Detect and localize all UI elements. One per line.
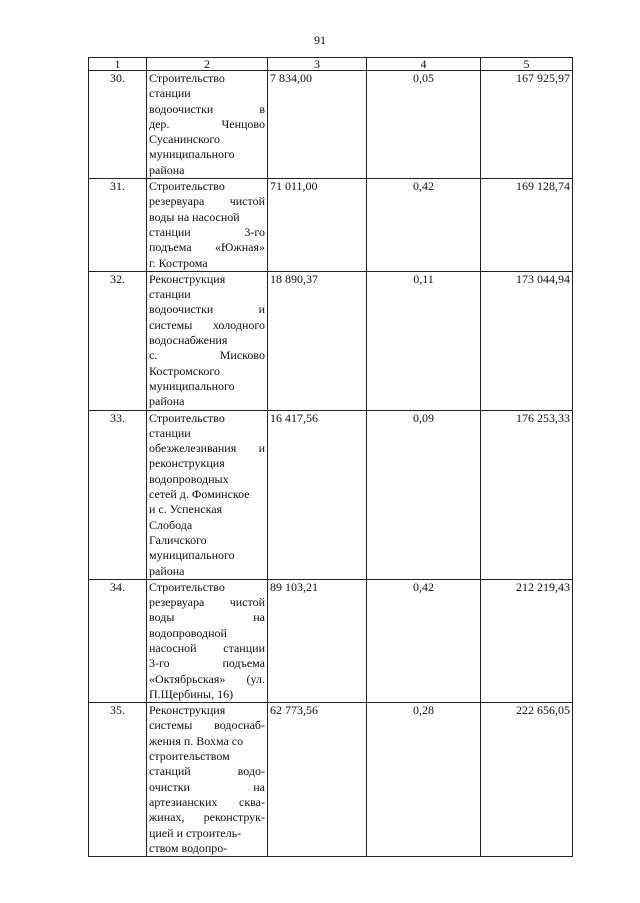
table-row — [89, 271, 573, 410]
table-row — [89, 703, 573, 857]
column-header-3: 3 — [268, 58, 367, 71]
object-name-word: Мисково — [219, 348, 265, 363]
table-row — [89, 179, 573, 272]
object-name-line — [149, 595, 265, 610]
object-name-word: резервуара — [149, 595, 205, 610]
object-name-word: чистой — [229, 595, 265, 610]
column-5-value: 173 044,94 — [481, 271, 573, 410]
object-name-word: (ул. — [246, 671, 265, 686]
object-name-word: в — [259, 101, 265, 116]
object-name — [147, 579, 268, 702]
object-name-line: воды на насосной — [149, 209, 240, 224]
object-name-word: на — [253, 779, 265, 794]
object-name-line — [149, 318, 265, 333]
row-number: 30. — [89, 71, 147, 179]
column-5-value: 176 253,33 — [481, 410, 573, 579]
object-name-word: дер. — [149, 116, 170, 131]
object-name-line — [149, 441, 265, 456]
object-name-line: Строительство — [149, 179, 225, 194]
column-4-value: 0,42 — [367, 579, 481, 702]
object-name-line: жения п. Вохма со — [149, 733, 244, 748]
object-name-line: П.Щербины, 16) — [149, 686, 234, 701]
object-name — [147, 271, 268, 410]
object-name-word: и — [258, 302, 265, 317]
object-name-word: станции — [223, 640, 265, 655]
object-name-line: водоснабжения — [149, 333, 228, 348]
column-3-value: 71 011,00 — [268, 179, 367, 272]
object-name-line: водопроводных — [149, 471, 229, 486]
object-name — [147, 703, 268, 857]
row-number: 35. — [89, 703, 147, 857]
column-5-value: 169 128,74 — [481, 179, 573, 272]
object-name-word: реконструк- — [203, 810, 265, 825]
object-name-line: Сусанинского — [149, 132, 220, 147]
column-4-value: 0,11 — [367, 271, 481, 410]
column-3-value: 16 417,56 — [268, 410, 367, 579]
object-name-line — [149, 780, 265, 795]
object-name-line — [149, 795, 265, 810]
column-header-5: 5 — [481, 58, 573, 71]
column-5-value: 222 656,05 — [481, 703, 573, 857]
object-name-word: водоснаб- — [214, 718, 265, 733]
object-name-word: водоочистки — [149, 101, 214, 116]
object-name-word: подъема — [222, 656, 265, 671]
object-name-word: и — [258, 441, 265, 456]
object-name-line: муниципального — [149, 548, 235, 563]
object-name-line: строительством — [149, 749, 230, 764]
object-name-word: «Октябрьская» — [149, 671, 226, 686]
object-name-line: муниципального — [149, 378, 235, 393]
column-4-value: 0,09 — [367, 410, 481, 579]
object-name-line — [149, 810, 265, 825]
row-number: 34. — [89, 579, 147, 702]
object-name-word: 3-го — [244, 224, 265, 239]
page-number: 91 — [314, 33, 326, 47]
object-name-line: реконструкция — [149, 456, 225, 471]
object-name — [147, 71, 268, 179]
object-name-line: района — [149, 394, 185, 409]
column-3-value: 62 773,56 — [268, 703, 367, 857]
object-name-word: Ченцово — [221, 116, 265, 131]
object-name — [147, 410, 268, 579]
object-name-line: Строительство — [149, 579, 225, 594]
object-name-line — [149, 240, 265, 255]
table-row — [89, 579, 573, 702]
object-name-line: ством водопро- — [149, 840, 228, 855]
object-name-word: сква- — [239, 794, 265, 809]
object-name-line — [149, 194, 265, 209]
object-name-word: насосной — [149, 640, 197, 655]
object-name-line — [149, 656, 265, 671]
object-name-word: очистки — [149, 779, 190, 794]
object-name-line: муниципального — [149, 147, 235, 162]
object-name-word: воды — [149, 610, 175, 625]
object-name-line: Слобода — [149, 517, 193, 532]
object-name-line: Галичского — [149, 532, 207, 547]
object-name-line — [149, 641, 265, 656]
object-name-line — [149, 102, 265, 117]
object-name-line: Костромского — [149, 363, 220, 378]
object-name-word: системы — [149, 317, 193, 332]
object-name-line — [149, 610, 265, 625]
object-name-line: г. Кострома — [149, 255, 208, 270]
object-name-word: жинах, — [149, 810, 185, 825]
object-name-line — [149, 302, 265, 317]
column-5-value: 212 219,43 — [481, 579, 573, 702]
object-name-line: района — [149, 162, 185, 177]
object-name-word: водоочистки — [149, 302, 214, 317]
table-row — [89, 410, 573, 579]
row-number: 32. — [89, 271, 147, 410]
object-name-word: подъема — [149, 240, 192, 255]
object-name-word: холодного — [212, 317, 265, 332]
object-name-word: с. — [149, 348, 158, 363]
column-4-value: 0,05 — [367, 71, 481, 179]
object-name-line — [149, 718, 265, 733]
object-name-line: Строительство — [149, 410, 225, 425]
object-name-line: сетей д. Фоминское — [149, 487, 250, 502]
object-name-line: станции — [149, 287, 191, 302]
object-name-word: артезианских — [149, 794, 218, 809]
object-name-line: района — [149, 563, 185, 578]
row-number: 33. — [89, 410, 147, 579]
object-name-word: станции — [149, 224, 191, 239]
column-header-4: 4 — [367, 58, 481, 71]
object-name-word: чистой — [229, 194, 265, 209]
object-name-word: на — [253, 610, 265, 625]
column-4-value: 0,42 — [367, 179, 481, 272]
object-name-word: резервуара — [149, 194, 205, 209]
object-name-line — [149, 672, 265, 687]
column-3-value: 7 834,00 — [268, 71, 367, 179]
object-name-line: Реконструкция — [149, 271, 226, 286]
object-name-word: водо- — [237, 764, 265, 779]
table-row — [89, 71, 573, 179]
object-name-line — [149, 764, 265, 779]
object-name-line — [149, 348, 265, 363]
object-name-line: и с. Успенская — [149, 502, 223, 517]
object-name-line — [149, 117, 265, 132]
object-name-line — [149, 225, 265, 240]
column-3-value: 89 103,21 — [268, 579, 367, 702]
column-4-value: 0,28 — [367, 703, 481, 857]
column-header-1: 1 — [89, 58, 147, 71]
object-name-line: водопроводной — [149, 625, 227, 640]
table-header-row — [89, 58, 573, 71]
object-name-word: станций — [149, 764, 191, 779]
object-name-word: обезжелезивания — [149, 441, 237, 456]
object-name-line: Реконструкция — [149, 703, 226, 718]
object-name-word: «Южная» — [214, 240, 265, 255]
object-name-word: системы — [149, 718, 193, 733]
object-name-line: цией и строитель- — [149, 825, 242, 840]
object-name-line: Строительство — [149, 71, 225, 85]
data-table — [88, 57, 573, 857]
column-5-value: 167 925,97 — [481, 71, 573, 179]
row-number: 31. — [89, 179, 147, 272]
column-header-2: 2 — [147, 58, 268, 71]
object-name — [147, 179, 268, 272]
object-name-line: станции — [149, 86, 191, 101]
column-3-value: 18 890,37 — [268, 271, 367, 410]
object-name-word: 3-го — [149, 656, 170, 671]
object-name-line: станции — [149, 425, 191, 440]
